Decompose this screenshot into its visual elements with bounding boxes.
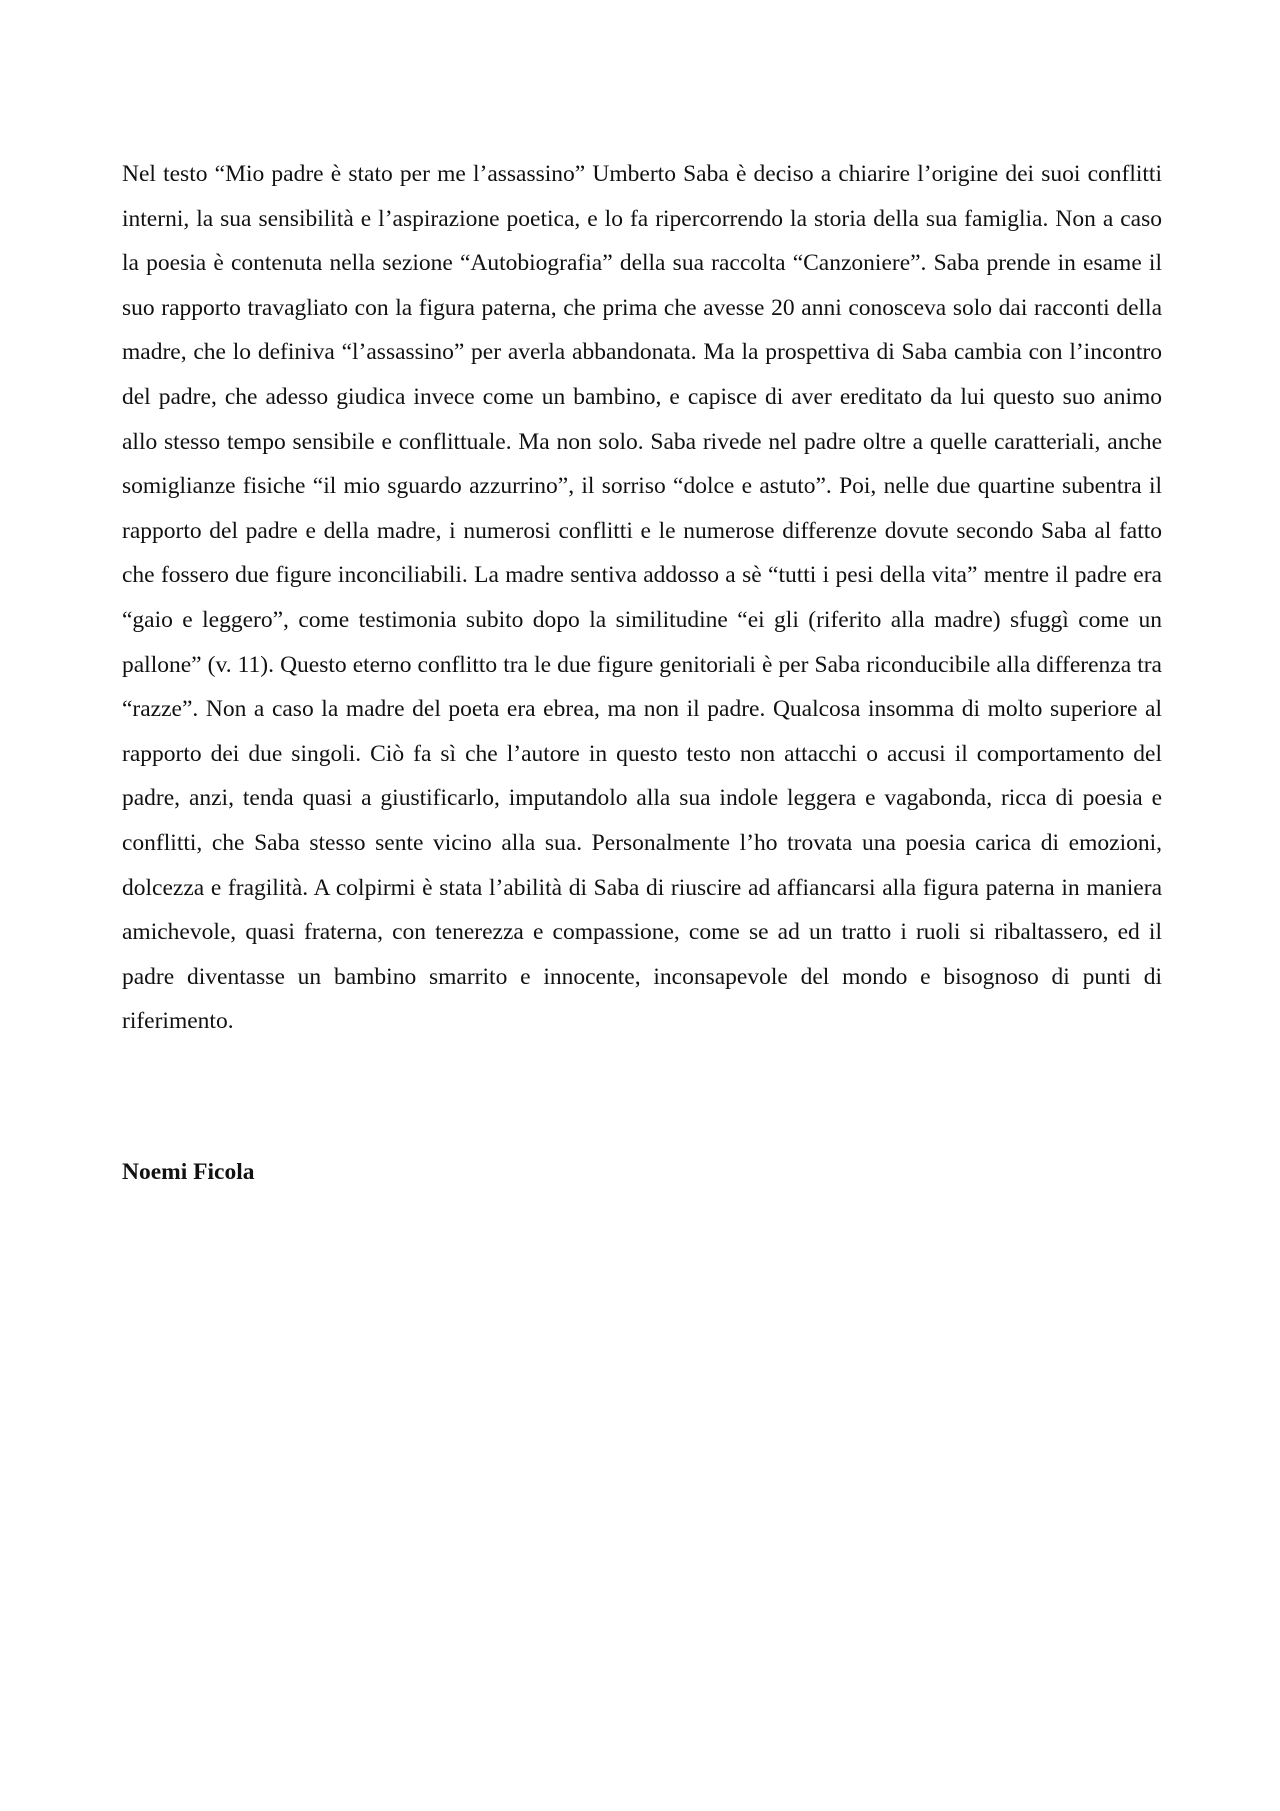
essay-paragraph: Nel testo “Mio padre è stato per me l’assassino” Umberto Saba è deciso a chiarire l’origine dei suoi conflitti interni, la sua sensibilità e l’aspirazione poetica, e lo fa ripercorrendo la storia della sua famiglia. Non a caso la poesia è contenuta nella sezione “Autobiografia” della sua raccolta “Canzoniere”. Saba prende in esame il suo rapporto travagliato con la figura paterna, che prima che avesse 20 anni conosceva solo dai racconti della madre, che lo definiva “l’assassino” per averla abbandonata. Ma la prospettiva di Saba cambia con l’incontro del padre, che adesso giudica invece come un bambino, e capisce di aver ereditato da lui questo suo animo allo stesso tempo sensibile e conflittuale. Ma non solo. Saba rivede nel padre oltre a quelle caratteriali, anche somiglianze fisiche “il mio sguardo azzurrino”, il sorriso “dolce e astuto”. Poi, nelle due quartine subentra il rapporto del padre e della madre, i numerosi conflitti e le numerose differenze dovute secondo Saba al fatto che fossero due figure inconciliabili. La madre sentiva addosso a sè “tutti i pesi della vita” mentre il padre era “gaio e leggero”, come testimonia subito dopo la similitudine “ei gli (riferito alla madre) sfuggì come un pallone” (v. 11). Questo eterno conflitto tra le due figure genitoriali è per Saba riconducibile alla differenza tra “razze”. Non a caso la madre del poeta era ebrea, ma non il padre. Qualcosa insomma di molto superiore al rapporto dei due singoli. Ciò fa sì che l’autore in questo testo non attacchi o accusi il comportamento del padre, anzi, tenda quasi a giustificarlo, imputandolo alla sua indole leggera e vagabonda, ricca di poesia e conflitti, che Saba stesso sente vicino alla sua. Personalmente l’ho trovata una poesia carica di emozioni, dolcezza e fragilità. A colpirmi è stata l’abilità di Saba di riuscire ad affiancarsi alla figura paterna in maniera amichevole, quasi fraterna, con tenerezza e compassione, come se ad un tratto i ruoli si ribaltassero, ed il padre diventasse un bambino smarrito e innocente, inconsapevole del mondo e bisognoso di punti di riferimento. (122, 161, 1162, 1035)
author-signature: Noemi Ficola (122, 1159, 255, 1185)
